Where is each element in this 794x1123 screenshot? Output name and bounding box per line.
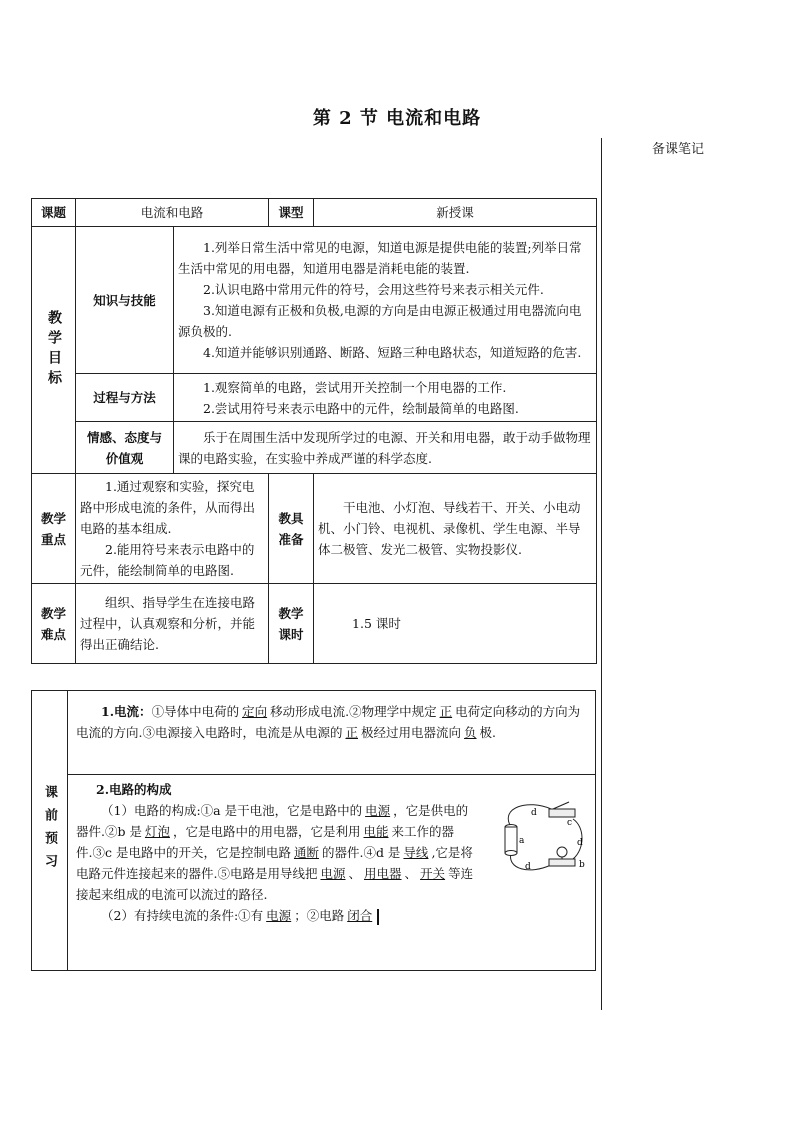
emotion-text: 乐于在周围生活中发现所学过的电源、开关和用电器，敢于动手做物理课的电路实验，在实验中养成严谨的科学态度. [178,429,591,466]
preview-label-cell [32,691,68,971]
emotion-label-line: 价值观 [105,450,144,466]
time-value: 1.5 课时 [352,616,401,631]
text-run: ，它是供电的器件.②b 是 [76,803,469,839]
process-item: 2.尝试用符号来表示电路中的元件，绘制最简单的电路图. [203,400,519,416]
tools-label-line: 教具 [278,510,304,526]
diagram-label: d [531,808,537,818]
process-label: 过程与方法 [76,374,174,422]
answer-blank: 定向 [242,704,268,719]
emotion-label-line: 情感、态度与 [86,429,162,445]
preview-label: 课前预习 [42,784,57,877]
diagram-label: c [567,818,573,828]
diagram-label: d [525,862,531,872]
focus-label-cell [32,474,76,584]
knowledge-item: 1.列举日常生活中常见的电源，知道电源是提供电能的装置;列举日常生活中常见的用电器，知道用电器是消耗电能的装置. [178,240,582,276]
answer-blank: 电源 [266,908,292,923]
knowledge-item: 4.知道并能够识别通路、断路、短路三种电路状态，知道短路的危害. [203,345,582,360]
topic-label: 课题 [32,199,76,227]
answer-blank: 电源 [365,803,391,818]
text-run: ；②电路 [294,908,345,923]
difficulty-label-cell [32,584,76,664]
answer-blank: 导线 [403,845,429,860]
difficulty-content [76,584,269,664]
time-content [314,584,597,664]
process-item: 1.观察简单的电路，尝试用开关控制一个用电器的工作. [203,379,507,395]
text-run: （1）电路的构成:①a 是干电池，它是电路中的 [101,803,363,818]
knowledge-content [174,227,597,374]
text-run: 的器件.④d 是 [321,845,401,860]
diagram-label: b [579,860,585,870]
tools-label-line: 准备 [278,531,304,547]
text-run: ,它是将电路元件连接起来的器件.⑤电路是用导线把 [76,845,473,881]
knowledge-label: 知识与技能 [76,227,174,374]
answer-blank: 闭合 [347,908,373,923]
tools-label-cell [269,474,314,584]
page-title: 第 2 节 电流和电路 [312,108,482,129]
focus-item: 1.通过观察和实验，探究电路中形成电流的条件，从而得出电路的基本组成. [80,479,256,536]
process-content [174,374,597,422]
difficulty-text: 组织、指导学生在连接电路过程中，认真观察和分析，并能得出正确结论. [80,595,256,652]
difficulty-label-line: 难点 [40,626,66,642]
answer-blank: 通断 [293,845,319,860]
objectives-label: 教学目标 [46,310,62,390]
lesson-plan-table [31,198,597,664]
focus-content [76,474,269,584]
type-value: 新授课 [314,199,597,227]
difficulty-label-line: 教学 [40,605,66,621]
text-run: 、 [348,866,362,881]
tools-text: 干电池、小灯泡、导线若干、开关、小电动机、小门铃、电视机、录像机、学生电源、半导体二极管、发光二极管、实物投影仪. [318,500,581,557]
knowledge-item: 2.认识电路中常用元件的符号，会用这些符号来表示相关元件. [203,282,544,297]
text-run: 移动形成电流.②物理学中规定 [270,704,437,719]
tools-content [314,474,597,584]
margin-divider [601,138,602,1010]
condition-paragraph [76,905,587,926]
answer-blank: 开关 [420,866,446,881]
text-run: 等连接起来组成的电流可以流过的路径. [76,866,474,902]
text-run: （2）有持续电流的条件:①有 [101,908,264,923]
notes-label: 备课笔记 [652,142,705,157]
text-run: 极经过用电器流向 [361,725,462,740]
text-run: ，它是电路中的用电器，它是利用 [172,824,361,839]
answer-blank: 负 [464,725,477,740]
answer-blank: 正 [345,725,358,740]
objectives-label-cell [32,227,76,474]
section-circuit [68,775,596,971]
focus-label-line: 教学 [40,510,66,526]
diagram-label: d [577,838,583,848]
text-run: 极. [479,725,497,740]
emotion-label-cell [76,422,174,474]
knowledge-item: 3.知道电源有正极和负极,电源的方向是由电源正极通过用电器流向电源负极的. [178,303,582,339]
diagram-label: a [519,836,525,846]
time-label-cell [269,584,314,664]
text-run: ①导体中电荷的 [151,704,240,719]
text-run: 电荷定向移动的方向为电流的方向.③电源接入电路时，电流是从电源的 [76,704,581,740]
answer-blank: 灯泡 [144,824,170,839]
emotion-content [174,422,597,474]
circuit-paragraph [76,800,479,905]
time-label-line: 教学 [278,605,304,621]
text-run: 、 [404,866,418,881]
preview-table [31,690,596,971]
text-cursor [377,909,379,925]
time-label-line: 课时 [278,626,304,642]
current-paragraph [76,695,587,743]
answer-blank: 正 [439,704,453,719]
section-current [68,691,596,775]
text-run: 来工作的器件.③c 是电路中的开关，它是控制电路 [76,824,455,860]
circuit-heading: 2.电路的构成 [96,782,172,797]
current-heading: 1.电流： [101,704,152,719]
answer-blank: 电源 [320,866,346,881]
topic-value: 电流和电路 [76,199,269,227]
answer-blank: 用电器 [364,866,402,881]
circuit-diagram-icon [489,797,589,877]
answer-blank: 电能 [363,824,389,839]
focus-item: 2.能用符号来表示电路中的元件，能绘制简单的电路图. [80,542,255,578]
focus-label-line: 重点 [40,531,66,547]
type-label: 课型 [269,199,314,227]
